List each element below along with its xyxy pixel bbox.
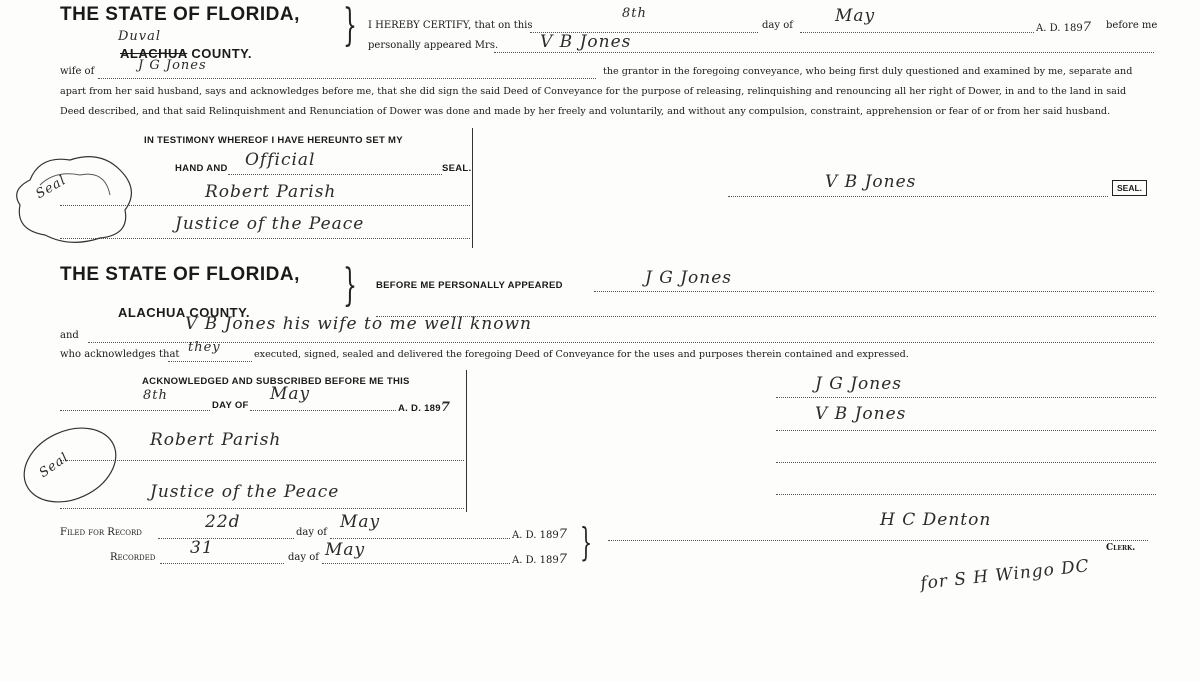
certify-text: I HEREBY CERTIFY, that on this xyxy=(368,20,533,31)
hand-value: Official xyxy=(245,150,316,170)
year-digit-2: 7 xyxy=(440,400,451,415)
recorded-day-blank xyxy=(160,563,284,564)
they-blank xyxy=(168,361,252,362)
filed-day: 22d xyxy=(205,512,241,532)
exec-text: executed, signed, sealed and delivered the foregoing Deed of Conveyance for the uses and purposes therein contained and expressed. xyxy=(254,349,909,360)
signer1-blank xyxy=(776,397,1156,398)
day-blank-2 xyxy=(60,410,210,411)
month-value-2: May xyxy=(270,384,311,404)
brace-3: } xyxy=(580,520,593,564)
filed-ad xyxy=(512,527,568,542)
officer-title-2: Justice of the Peace xyxy=(150,482,340,502)
seal-box: SEAL. xyxy=(1112,180,1147,196)
mrs-name: V B Jones xyxy=(540,32,632,52)
husband-name: J G Jones xyxy=(138,58,207,73)
before-me-label-2: BEFORE ME PERSONALLY APPEARED xyxy=(376,280,563,291)
county-printed-struck: ALACHUA xyxy=(120,46,188,61)
ad-label xyxy=(1036,20,1092,35)
ad-text: A. D. 189 xyxy=(1036,23,1083,34)
state-heading: THE STATE OF FLORIDA, xyxy=(60,4,300,25)
day-value: 8th xyxy=(622,6,647,21)
filed-ad-text: A. D. 189 xyxy=(512,530,559,541)
day-of-label: day of xyxy=(762,20,793,31)
filed-day-of: day of xyxy=(296,527,327,538)
recorded-label: Recorded xyxy=(110,552,156,563)
month-value: May xyxy=(835,6,876,26)
officer-name: Robert Parish xyxy=(205,182,337,202)
year-digit: 7 xyxy=(1082,20,1092,35)
divider-1 xyxy=(472,128,473,248)
notary-seal-stamp-1 xyxy=(10,150,140,250)
para-line-3: Deed described, and that said Relinquishment and Renunciation of Dower was done and made by her freely and voluntarily, and without any compulsion, constraint, apprehension or fear of or from her said husband. xyxy=(60,106,1111,117)
recorded-ad xyxy=(512,552,568,567)
seal-word: SEAL. xyxy=(442,163,472,174)
filed-year: 7 xyxy=(558,527,568,542)
appeared-name: J G Jones xyxy=(645,268,732,288)
month-blank xyxy=(800,32,1034,33)
month-blank-2 xyxy=(250,410,396,411)
ad-label-2 xyxy=(398,400,451,415)
stamp-text-1: Seal xyxy=(33,172,70,203)
recorded-day: 31 xyxy=(190,538,214,558)
mrs-blank xyxy=(494,52,1154,53)
clerk-blank xyxy=(608,540,1148,541)
and-value: V B Jones his wife to me well known xyxy=(185,314,532,334)
personally-label: personally appeared Mrs. xyxy=(368,40,499,51)
they-value: they xyxy=(188,340,221,355)
day-of-label-2: DAY OF xyxy=(212,400,249,411)
signer-blank xyxy=(728,196,1108,197)
appeared-blank xyxy=(594,291,1154,292)
hand-and-label: HAND AND xyxy=(175,163,228,174)
divider-2 xyxy=(466,370,467,512)
signer2-blank xyxy=(776,430,1156,431)
recorded-month-blank xyxy=(322,563,510,564)
before-me-label: before me xyxy=(1106,20,1158,31)
husband-blank xyxy=(98,78,596,79)
clerk-signature: H C Denton xyxy=(880,510,992,530)
state-heading-2: THE STATE OF FLORIDA, xyxy=(60,264,300,285)
signer2-signature: V B Jones xyxy=(815,404,907,424)
deputy-signature: for S H Wingo DC xyxy=(919,556,1091,594)
filed-month: May xyxy=(340,512,381,532)
who-ack-label: who acknowledges that xyxy=(60,349,180,360)
signer-signature: V B Jones xyxy=(825,172,917,192)
wife-of-label: wife of xyxy=(60,66,95,77)
hand-blank xyxy=(228,174,442,175)
filed-month-blank xyxy=(330,538,510,539)
para-line-2: apart from her said husband, says and acknowledges before me, that she did sign the said Deed of Conveyance for the purpose of releasing, relinquishing and renouncing all her right of Dower, in and to the land in said xyxy=(60,86,1127,97)
filed-label: Filed for Record xyxy=(60,527,142,538)
stamp-text-2: Seal xyxy=(36,450,72,481)
day-value-2: 8th xyxy=(143,388,168,403)
recorded-ad-text: A. D. 189 xyxy=(512,555,559,566)
and-blank xyxy=(88,342,1154,343)
brace-1: } xyxy=(343,0,357,51)
and-label: and xyxy=(60,330,79,341)
recorded-year: 7 xyxy=(558,552,568,567)
ack-sub-text: ACKNOWLEDGED AND SUBSCRIBED BEFORE ME THIS xyxy=(142,376,410,387)
testimony-text: IN TESTIMONY WHEREOF I HAVE HEREUNTO SET MY xyxy=(144,135,403,146)
brace-2: } xyxy=(343,260,357,311)
clerk-label: Clerk. xyxy=(1106,543,1136,553)
signer3-blank xyxy=(776,462,1156,463)
recorded-month: May xyxy=(325,540,366,560)
notary-seal-stamp-2 xyxy=(15,420,125,510)
para-line-1: the grantor in the foregoing conveyance, who being first duly questioned and examined by me, separate and xyxy=(603,66,1133,77)
officer-title: Justice of the Peace xyxy=(175,214,365,234)
signer4-blank xyxy=(776,494,1156,495)
ad-text-2: A. D. 189 xyxy=(398,403,441,414)
signer1-signature: J G Jones xyxy=(815,374,902,394)
county-handwritten: Duval xyxy=(118,29,162,44)
recorded-day-of: day of xyxy=(288,552,319,563)
filed-day-blank xyxy=(158,538,294,539)
county-suffix: COUNTY. xyxy=(191,46,252,61)
officer-name-2: Robert Parish xyxy=(150,430,282,450)
county-2: ALACHUA COUNTY. xyxy=(118,305,250,320)
